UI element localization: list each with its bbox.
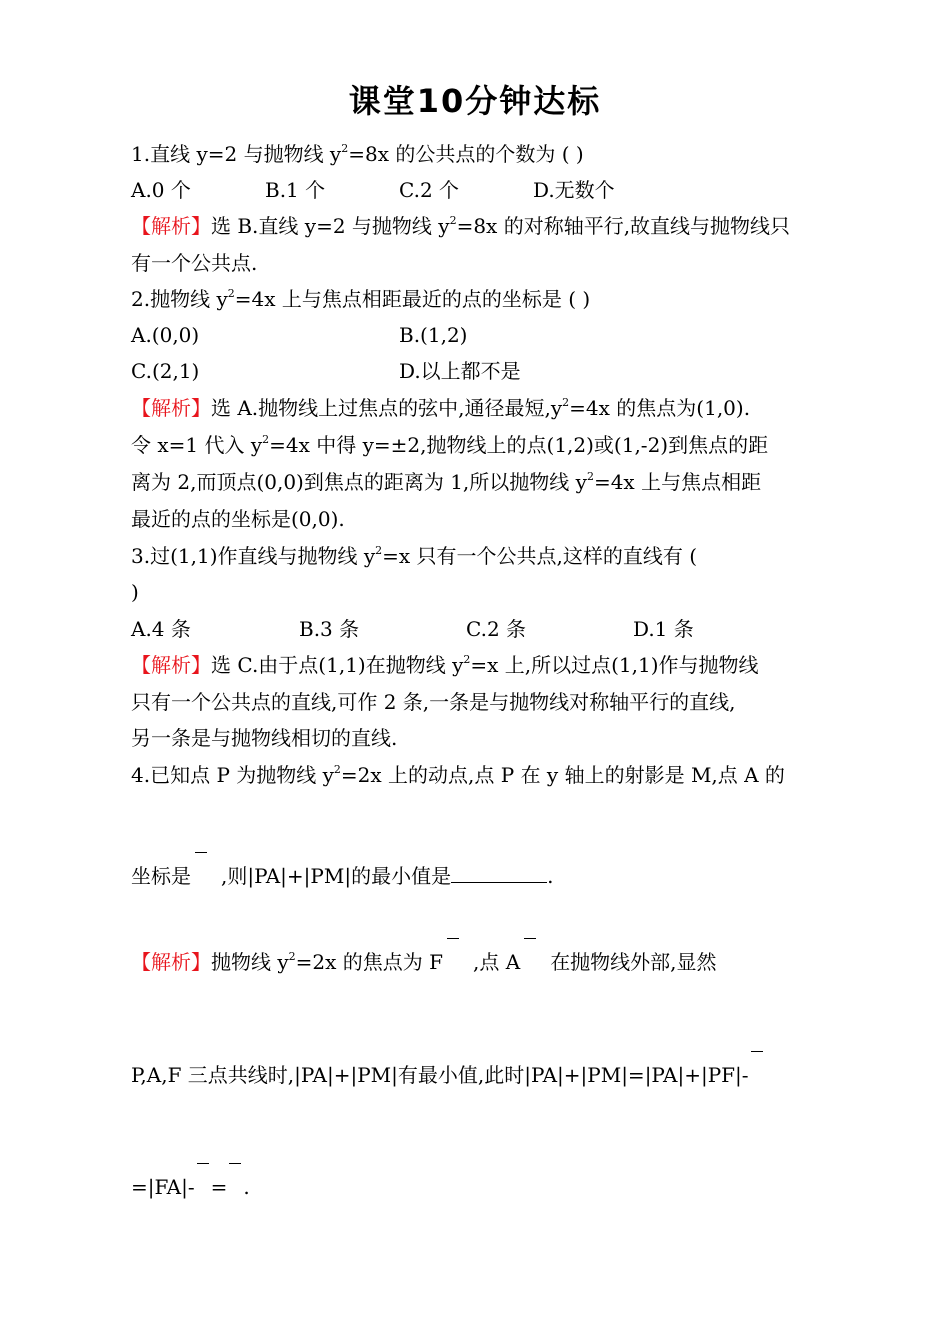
q1-option-a: A.0 个: [131, 178, 191, 202]
solution-label: 【解析】: [131, 950, 211, 974]
q2-solution-line3: 离为 2,而顶点(0,0)到焦点的距离为 1,所以抛物线 $y^2=4x$ 上与焦点相距: [131, 470, 762, 494]
q3-option-c: C.2 条: [466, 617, 527, 641]
q2-solution-line4: 最近的点的坐标是(0,0).: [131, 507, 345, 531]
q1-option-d: D.无数个: [533, 178, 615, 202]
q1-solution-line1: 【解析】选 B.直线 y=2 与抛物线 $y^2=8x$ 的对称轴平行,故直线与抛物线只: [131, 214, 791, 238]
formula-placeholder: [229, 1163, 241, 1178]
q2-solution-line1: 【解析】选 A.抛物线上过焦点的弦中,通径最短$,y^2=4x$ 的焦点为(1,0).: [131, 396, 751, 420]
q4-stem-line2: 坐标是 ,则|PA|+|PM|的最小值是 .: [131, 852, 831, 890]
q2-option-b: B.(1,2): [399, 323, 468, 347]
q1-option-c: C.2 个: [399, 178, 460, 202]
solution-label: 【解析】: [131, 214, 211, 238]
formula-placeholder: [195, 852, 207, 867]
q1-solution-line2: 有一个公共点.: [131, 251, 258, 275]
q4-solution-line3: =|FA|- = .: [131, 1163, 831, 1201]
q3-stem-cont: ): [131, 580, 139, 604]
q3-solution-line2: 只有一个公共点的直线,可作 2 条,一条是与抛物线对称轴平行的直线,: [131, 690, 736, 714]
q3-option-a: A.4 条: [131, 617, 191, 641]
q3-option-b: B.3 条: [299, 617, 360, 641]
page-title: 课堂10分钟达标: [348, 82, 602, 120]
q2-solution-line2: 令 x=1 代入 $y^2=4x$ 中得 y=±2,抛物线上的点(1,2)或(1,-2)到焦点的距: [131, 433, 769, 457]
formula-placeholder: [524, 938, 536, 953]
solution-label: 【解析】: [131, 653, 211, 677]
q2-option-d: D.以上都不是: [399, 359, 521, 383]
q2-stem: 2.抛物线 $y^2=4x$ 上与焦点相距最近的点的坐标是 ( ): [131, 287, 591, 311]
q4-stem: 4.已知点 P 为抛物线 $y^2=2x$ 上的动点,点 P 在 y 轴上的射影是 M,点 A 的: [131, 763, 785, 787]
q4-solution-line1: 【解析】抛物线 $y^2=2x$ 的焦点为 F ,点 A 在抛物线外部,显然: [131, 938, 831, 976]
q3-solution-line3: 另一条是与抛物线相切的直线.: [131, 726, 398, 750]
solution-label: 【解析】: [131, 396, 211, 420]
q3-solution-line1: 【解析】选 C.由于点(1,1)在抛物线 $y^2=x$ 上,所以过点(1,1)作与抛物线: [131, 653, 759, 677]
q1-stem: 1.直线 y=2 与抛物线 $y^2=8x$ 的公共点的个数为 ( ): [131, 142, 584, 166]
q4-solution-line2: P,A,F 三点共线时,|PA|+|PM|有最小值,此时|PA|+|PM|=|PA|+|PF|-: [131, 1051, 831, 1089]
formula-placeholder: [447, 938, 459, 953]
q2-option-c: C.(2,1): [131, 359, 200, 383]
answer-blank: [451, 864, 547, 883]
formula-placeholder: [197, 1163, 209, 1178]
q1-option-b: B.1 个: [265, 178, 326, 202]
q2-option-a: A.(0,0): [131, 323, 200, 347]
q3-stem: 3.过(1,1)作直线与抛物线 $y^2=x$ 只有一个公共点,这样的直线有 (: [131, 544, 698, 568]
formula-placeholder: [751, 1051, 763, 1066]
q3-option-d: D.1 条: [633, 617, 694, 641]
